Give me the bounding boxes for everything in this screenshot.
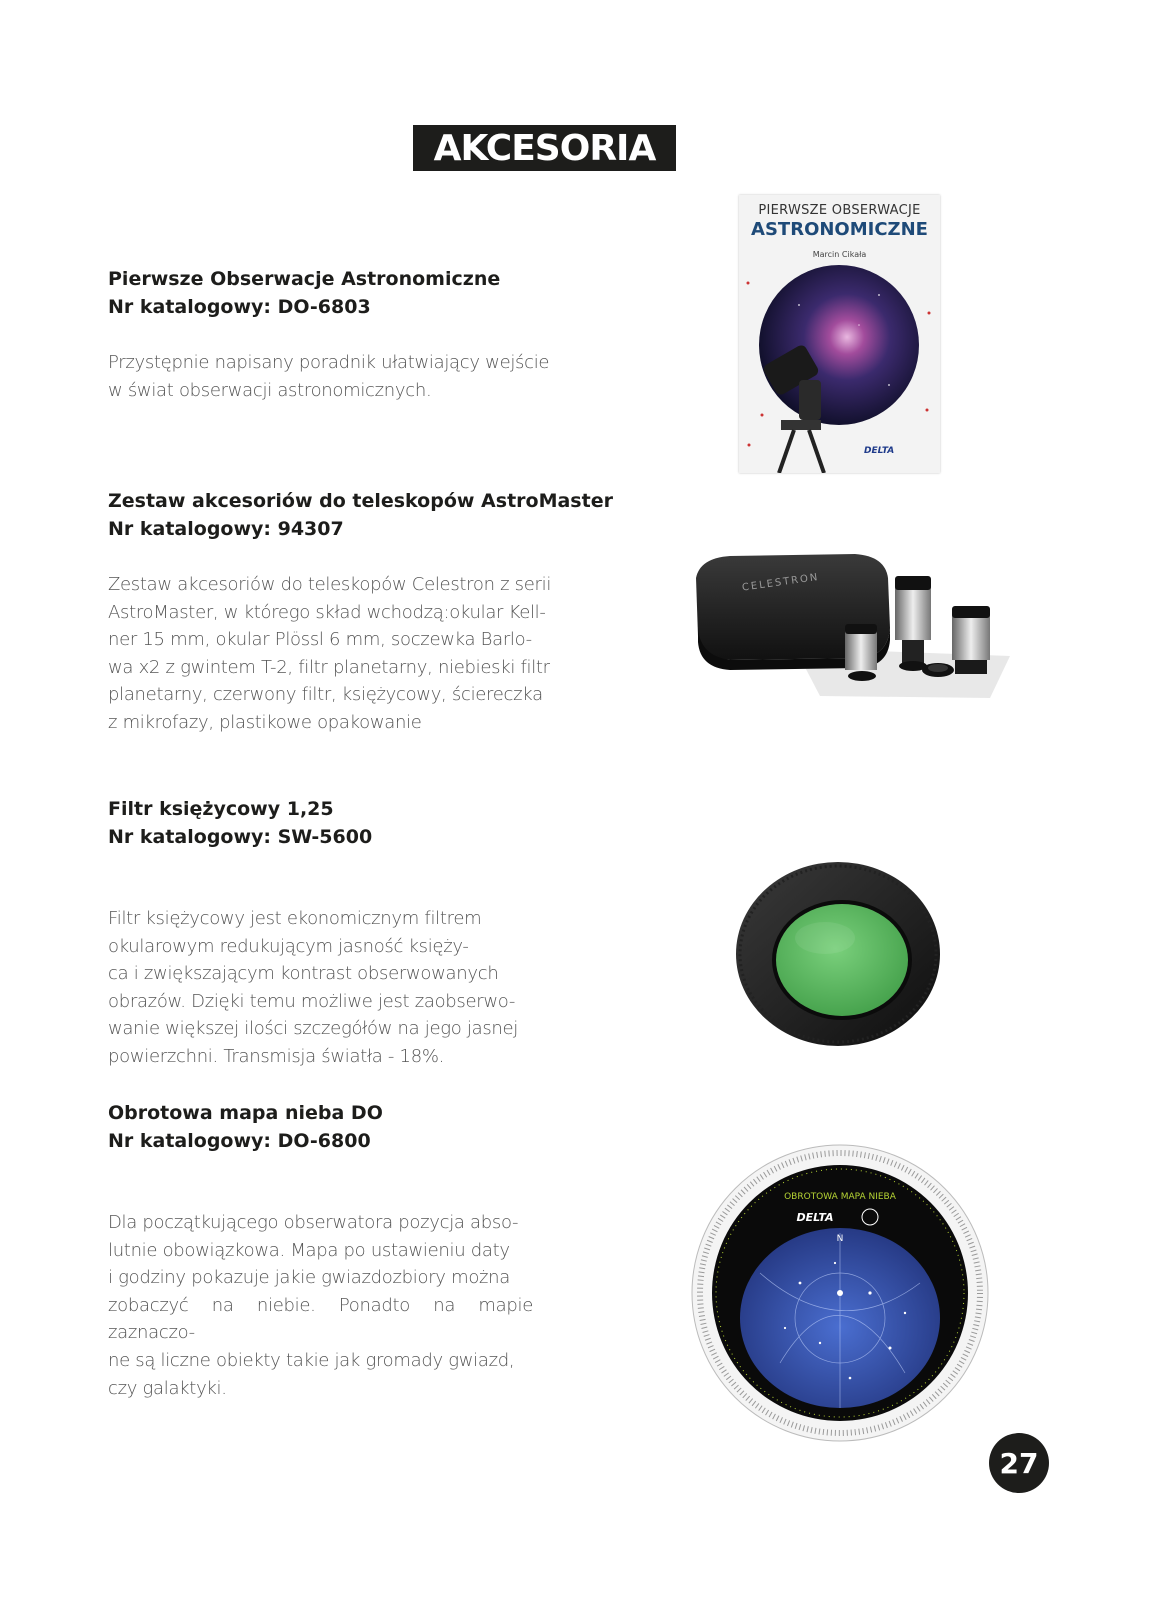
product-description (108, 1209, 533, 1402)
product-name: Pierwsze Obserwacje Astronomiczne (108, 268, 501, 290)
product-name: Zestaw akcesoriów do teleskopów AstroMaster (108, 490, 613, 512)
page-number-badge (989, 1433, 1049, 1493)
description-line: czy galaktyki. (108, 1377, 227, 1399)
book-author: Marcin Cikała (812, 250, 867, 259)
section-title (413, 125, 676, 171)
book-cover-image (739, 195, 940, 473)
description-line: okularowym redukującym jasność księży- (108, 935, 469, 957)
description-line: Filtr księżycowy jest ekonomicznym filtrem (108, 908, 482, 929)
product-moon-filter (108, 795, 533, 1071)
description-line: z mikrofazy, plastikowe opakowanie (108, 711, 422, 733)
product-catalog-number: Nr katalogowy: DO-6800 (108, 1130, 371, 1152)
description-line: i godziny pokazuje jakie gwiazdozbiory można (108, 1267, 511, 1289)
product-name: Obrotowa mapa nieba DO (108, 1102, 383, 1124)
product-description (108, 571, 556, 737)
description-line: wanie większej ilości szczegółów na jego jasnej (108, 1018, 519, 1040)
book-title-line1: PIERWSZE OBSERWACJE (758, 203, 921, 218)
book-title-line2: ASTRONOMICZNE (751, 219, 928, 240)
page-number: 27 (999, 1446, 1039, 1480)
product-name: Filtr księżycowy 1,25 (108, 798, 334, 820)
description-line: wa x2 z gwintem T-2, filtr planetarny, niebieski filtr (108, 656, 550, 678)
description-line: ca i zwiększającym kontrast obserwowanych (108, 963, 499, 985)
description-line: Przystępnie napisany poradnik ułatwiający wejście (108, 352, 550, 373)
description-line: Dla początkującego obserwatora pozycja abso- (108, 1212, 519, 1233)
product-book (108, 265, 558, 404)
description-line: AstroMaster, w którego skład wchodzą:okular Kell- (108, 601, 546, 623)
description-line: ne są liczne obiekty takie jak gromady gwiazd, (108, 1349, 515, 1371)
description-line: zobaczyć na niebie. Ponadto na mapie zaznaczo- (108, 1294, 533, 1344)
description-line: obrazów. Dzięki temu możliwe jest zaobserwo- (108, 990, 516, 1012)
book-publisher-logo: DELTA (864, 446, 895, 456)
description-line: lutnie obowiązkowa. Mapa po ustawieniu daty (108, 1239, 510, 1261)
star-map-title: OBROTOWA MAPA NIEBA (784, 1192, 896, 1202)
accessory-kit-image (690, 548, 1015, 698)
product-catalog-number: Nr katalogowy: SW-5600 (108, 826, 373, 848)
product-accessory-kit (108, 487, 613, 737)
description-line: w świat obserwacji astronomicznych. (108, 379, 432, 401)
description-line: Zestaw akcesoriów do teleskopów Celestron z serii (108, 574, 552, 595)
product-description (108, 905, 533, 1071)
star-map-image (690, 1143, 990, 1443)
case-brand-label: CELESTRON (741, 571, 821, 594)
star-map-north-label: N (836, 1234, 844, 1244)
moon-filter-image (730, 850, 945, 1050)
product-catalog-number: Nr katalogowy: 94307 (108, 518, 344, 540)
description-line: ner 15 mm, okular Plössl 6 mm, soczewka Barlo- (108, 629, 532, 651)
section-title-text: AKCESORIA (433, 127, 656, 169)
product-description (108, 349, 558, 404)
description-line: powierzchni. Transmisja światła - 18%. (108, 1045, 445, 1067)
product-star-map (108, 1099, 533, 1402)
description-line: planetarny, czerwony filtr, księżycowy, ściereczka (108, 684, 543, 706)
product-catalog-number: Nr katalogowy: DO-6803 (108, 296, 371, 318)
star-map-logo: DELTA (796, 1211, 834, 1224)
